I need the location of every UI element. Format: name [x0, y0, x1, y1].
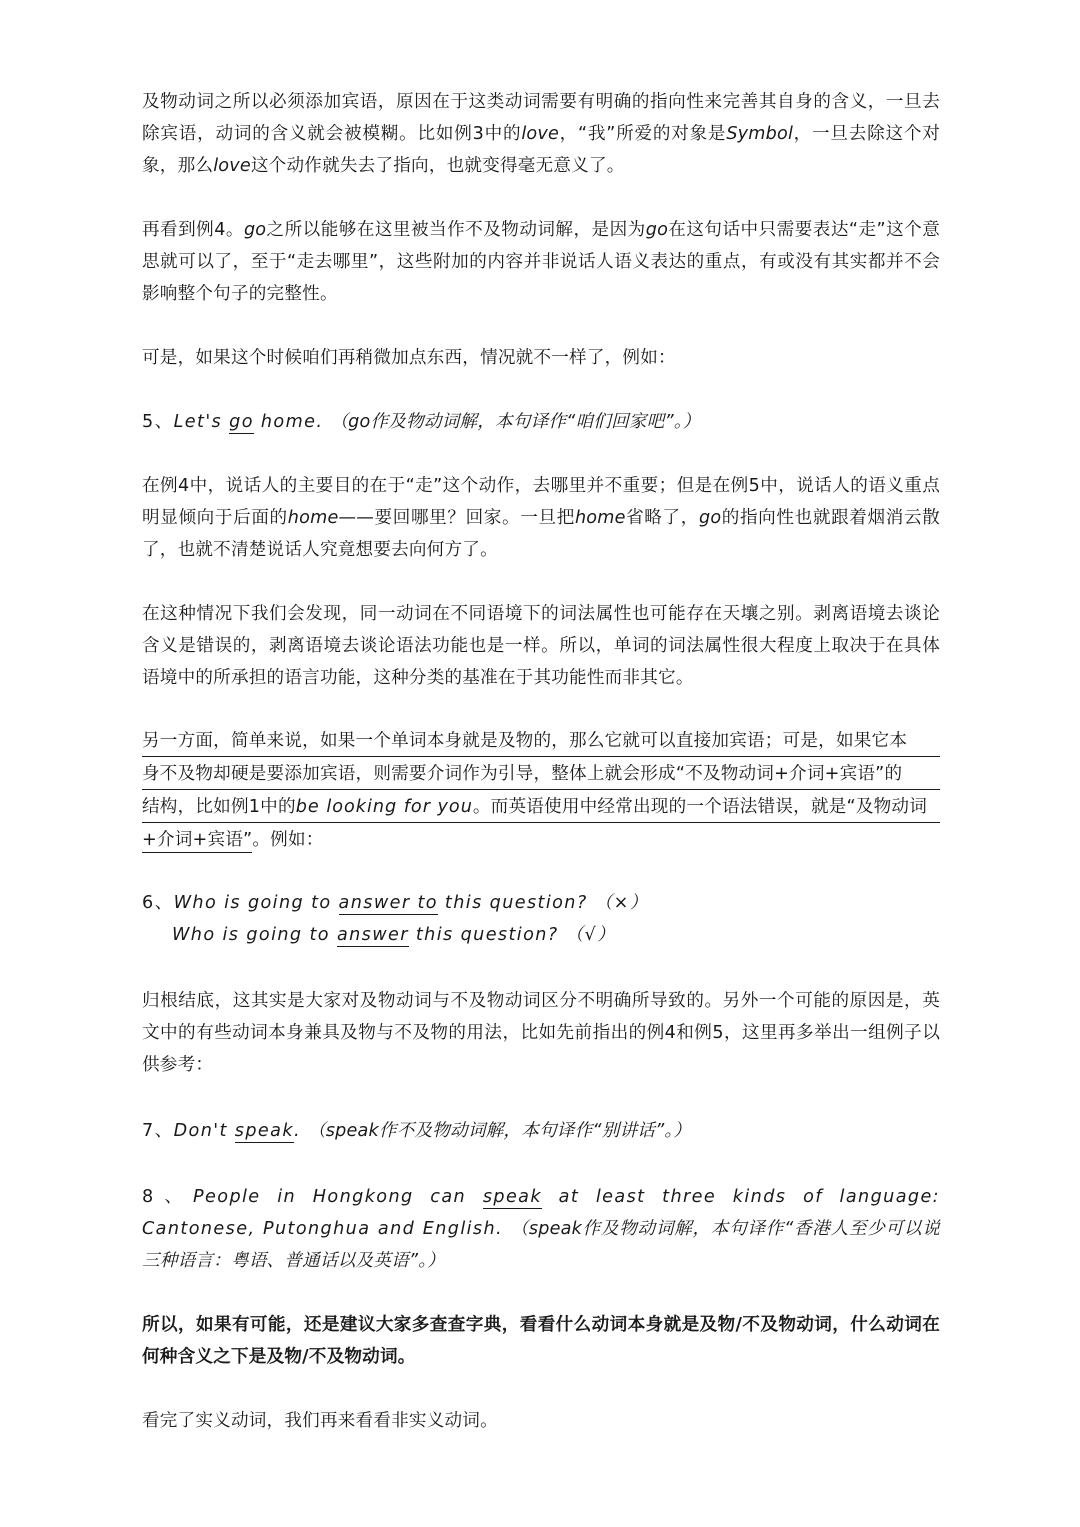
term-symbol: Symbol: [726, 124, 794, 144]
term-be-looking-for-you: be looking for you: [295, 797, 473, 817]
underlined-verb: go: [229, 412, 254, 432]
underlined-verb: answer: [336, 925, 409, 945]
correct-mark: （√）: [565, 925, 617, 945]
bold-advice: 如果有可能，还是建议大家多查查字典，看看什么动词本身就是及物/不及物动词，什么动词在何种含义之下是及物/不及物动词。: [142, 1315, 940, 1367]
underlined-fragment: +介词+宾语”: [142, 830, 252, 853]
underlined-verb: answer to: [338, 893, 438, 913]
example-6-correct: Who is going to answer this question? （√）: [172, 925, 617, 945]
underlined-line: 另一方面，简单来说，如果一个单词本身就是及物的，那么它就可以直接加宾语；可是，如果它本: [142, 726, 940, 757]
underlined-verb: speak: [234, 1121, 294, 1141]
example-8: 8、People in Hongkong can speak at least three kinds of language: Cantonese, Putonghua and English. （speak作及物动词解，本句译作“香港人至少可以说三种语言：粤语、普通话以及英语”。）: [142, 1187, 940, 1271]
term-go: go: [698, 508, 722, 528]
term-go: go: [243, 220, 267, 240]
wrong-mark: （×）: [594, 893, 649, 913]
paragraph-transitive-explanation: 及物动词之所以必须添加宾语，原因在于这类动词需要有明确的指向性来完善其自身的含义，一旦去除宾语，动词的含义就会被模糊。比如例3中的love，“我”所爱的对象是Symbol，一旦去除这个对象，那么love这个动作就失去了指向，也就变得毫无意义了。: [142, 92, 940, 176]
paragraph-closing: 看完了实义动词，我们再来看看非实义动词。: [142, 1411, 498, 1431]
paragraph-line: +介词+宾语”。例如：: [142, 825, 940, 855]
paragraph-advice: 所以，如果有可能，还是建议大家多查查字典，看看什么动词本身就是及物/不及物动词，什么动词在何种含义之下是及物/不及物动词。: [142, 1315, 940, 1367]
term-home: home: [574, 508, 626, 528]
paragraph-example5-analysis: 在例4中，说话人的主要目的在于“走”这个动作，去哪里并不重要；但是在例5中，说话人的语义重点明显倾向于后面的home——要回哪里？回家。一旦把home省略了，go的指向性也就跟着烟消云散了，也就不清楚说话人究竟想要去向何方了。: [142, 476, 940, 560]
paragraph-example4: 再看到例4。go之所以能够在这里被当作不及物动词解，是因为go在这句话中只需要表达“走”这个意思就可以了，至于“走去哪里”，这些附加的内容并非说话人语义表达的重点，有或没有其实都并不会影响整个句子的完整性。: [142, 220, 940, 304]
paragraph-transition: 可是，如果这个时候咱们再稍微加点东西，情况就不一样了，例如：: [142, 348, 676, 368]
paragraph-root-cause: 归根结底，这其实是大家对及物动词与不及物动词区分不明确所导致的。另外一个可能的原因是，英文中的有些动词本身兼具及物与不及物的用法，比如先前指出的例4和例5，这里再多举出一组例子以供参考：: [142, 991, 940, 1075]
term-go: go: [645, 220, 669, 240]
example-7: 7、Don't speak. （speak作不及物动词解，本句译作“别讲话”。）: [142, 1121, 692, 1141]
paragraph-context: 在这种情况下我们会发现，同一动词在不同语境下的词法属性也可能存在天壤之别。剥离语境去谈论含义是错误的，剥离语境去谈论语法功能也是一样。所以，单词的词法属性很大程度上取决于在具体语境中的所承担的语言功能，这种分类的基准在于其功能性而非其它。: [142, 604, 940, 688]
underlined-line: 身不及物却硬是要添加宾语，则需要介词作为引导，整体上就会形成“不及物动词+介词+宾语”的: [142, 759, 940, 790]
term-love: love: [521, 124, 560, 144]
underlined-line: 结构，比如例1中的be looking for you。而英语使用中经常出现的一个语法错误，就是“及物动词: [142, 792, 940, 823]
example-5: 5、Let's go home. （go作及物动词解，本句译作“咱们回家吧”。）: [142, 412, 701, 432]
underlined-verb: speak: [482, 1187, 542, 1207]
example-6-wrong: 6、Who is going to answer to this question? （×）: [142, 893, 649, 913]
term-love: love: [213, 156, 251, 176]
document-page: [142, 86, 940, 1437]
term-home: home: [287, 508, 339, 528]
paragraph-underlined: [142, 726, 940, 855]
